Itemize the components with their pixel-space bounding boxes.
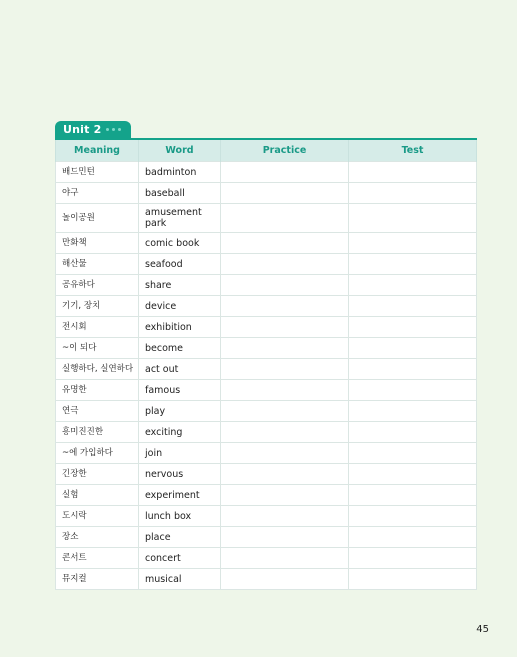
test-cell[interactable]: [349, 162, 477, 183]
test-cell[interactable]: [349, 275, 477, 296]
practice-cell[interactable]: [221, 527, 349, 548]
test-cell[interactable]: [349, 548, 477, 569]
meaning-cell: 흥미진진한: [56, 422, 139, 443]
table-row: [56, 443, 477, 464]
table-row: [56, 359, 477, 380]
meaning-cell: 놀이공원: [56, 204, 139, 233]
table-row: [56, 401, 477, 422]
table-row: [56, 275, 477, 296]
practice-cell[interactable]: [221, 380, 349, 401]
practice-cell[interactable]: [221, 183, 349, 204]
table-row: [56, 569, 477, 590]
test-cell[interactable]: [349, 254, 477, 275]
test-cell[interactable]: [349, 527, 477, 548]
meaning-cell: 연극: [56, 401, 139, 422]
word-cell: musical: [139, 569, 221, 590]
meaning-cell: 장소: [56, 527, 139, 548]
practice-cell[interactable]: [221, 548, 349, 569]
practice-cell[interactable]: [221, 359, 349, 380]
word-cell: act out: [139, 359, 221, 380]
word-cell: play: [139, 401, 221, 422]
table-row: [56, 527, 477, 548]
dot: [118, 128, 121, 131]
test-cell[interactable]: [349, 443, 477, 464]
practice-cell[interactable]: [221, 464, 349, 485]
practice-cell[interactable]: [221, 569, 349, 590]
practice-cell[interactable]: [221, 401, 349, 422]
practice-cell[interactable]: [221, 317, 349, 338]
meaning-cell: ~에 가입하다: [56, 443, 139, 464]
meaning-cell: 유명한: [56, 380, 139, 401]
table-row: [56, 296, 477, 317]
word-cell: lunch box: [139, 506, 221, 527]
meaning-cell: 배드민턴: [56, 162, 139, 183]
word-cell: comic book: [139, 233, 221, 254]
practice-cell[interactable]: [221, 162, 349, 183]
practice-cell[interactable]: [221, 443, 349, 464]
word-cell: device: [139, 296, 221, 317]
meaning-cell: 전시회: [56, 317, 139, 338]
practice-cell[interactable]: [221, 275, 349, 296]
meaning-cell: 도시락: [56, 506, 139, 527]
table-row: [56, 485, 477, 506]
page-number: 45: [476, 624, 489, 635]
test-cell[interactable]: [349, 401, 477, 422]
meaning-cell: ~이 되다: [56, 338, 139, 359]
meaning-cell: 실험: [56, 485, 139, 506]
decorative-dots-icon: [106, 128, 121, 131]
test-cell[interactable]: [349, 204, 477, 233]
word-cell: exciting: [139, 422, 221, 443]
test-cell[interactable]: [349, 506, 477, 527]
test-cell[interactable]: [349, 183, 477, 204]
unit-tab: [55, 121, 131, 138]
practice-cell[interactable]: [221, 233, 349, 254]
test-cell[interactable]: [349, 422, 477, 443]
header-word: Word: [139, 139, 221, 162]
header-meaning: Meaning: [56, 139, 139, 162]
practice-cell[interactable]: [221, 338, 349, 359]
word-cell: seafood: [139, 254, 221, 275]
test-cell[interactable]: [349, 485, 477, 506]
table-row: [56, 338, 477, 359]
word-cell: concert: [139, 548, 221, 569]
table-row: [56, 183, 477, 204]
header-test: Test: [349, 139, 477, 162]
table-row: [56, 317, 477, 338]
test-cell[interactable]: [349, 464, 477, 485]
table-row: [56, 204, 477, 233]
table-row: [56, 162, 477, 183]
test-cell[interactable]: [349, 233, 477, 254]
vocabulary-table: [55, 138, 477, 590]
test-cell[interactable]: [349, 359, 477, 380]
word-cell: badminton: [139, 162, 221, 183]
word-cell: become: [139, 338, 221, 359]
table-row: [56, 506, 477, 527]
practice-cell[interactable]: [221, 485, 349, 506]
table-row: [56, 464, 477, 485]
practice-cell[interactable]: [221, 254, 349, 275]
meaning-cell: 긴장한: [56, 464, 139, 485]
table-row: [56, 422, 477, 443]
test-cell[interactable]: [349, 569, 477, 590]
test-cell[interactable]: [349, 380, 477, 401]
test-cell[interactable]: [349, 338, 477, 359]
dot: [112, 128, 115, 131]
meaning-cell: 콘서트: [56, 548, 139, 569]
practice-cell[interactable]: [221, 296, 349, 317]
word-cell: experiment: [139, 485, 221, 506]
meaning-cell: 공유하다: [56, 275, 139, 296]
word-cell: nervous: [139, 464, 221, 485]
dot: [106, 128, 109, 131]
meaning-cell: 기기, 장치: [56, 296, 139, 317]
practice-cell[interactable]: [221, 204, 349, 233]
table-row: [56, 254, 477, 275]
word-cell: baseball: [139, 183, 221, 204]
test-cell[interactable]: [349, 317, 477, 338]
word-cell: place: [139, 527, 221, 548]
table-row: [56, 548, 477, 569]
meaning-cell: 뮤지컬: [56, 569, 139, 590]
table-row: [56, 380, 477, 401]
word-cell: exhibition: [139, 317, 221, 338]
meaning-cell: 해산물: [56, 254, 139, 275]
table-header-row: [56, 139, 477, 162]
meaning-cell: 실행하다, 실연하다: [56, 359, 139, 380]
table-row: [56, 233, 477, 254]
meaning-cell: 만화책: [56, 233, 139, 254]
meaning-cell: 야구: [56, 183, 139, 204]
header-practice: Practice: [221, 139, 349, 162]
word-cell: share: [139, 275, 221, 296]
unit-label: Unit 2: [63, 123, 102, 136]
word-cell: join: [139, 443, 221, 464]
practice-cell[interactable]: [221, 506, 349, 527]
word-cell: amusement park: [139, 204, 221, 233]
word-cell: famous: [139, 380, 221, 401]
practice-cell[interactable]: [221, 422, 349, 443]
test-cell[interactable]: [349, 296, 477, 317]
